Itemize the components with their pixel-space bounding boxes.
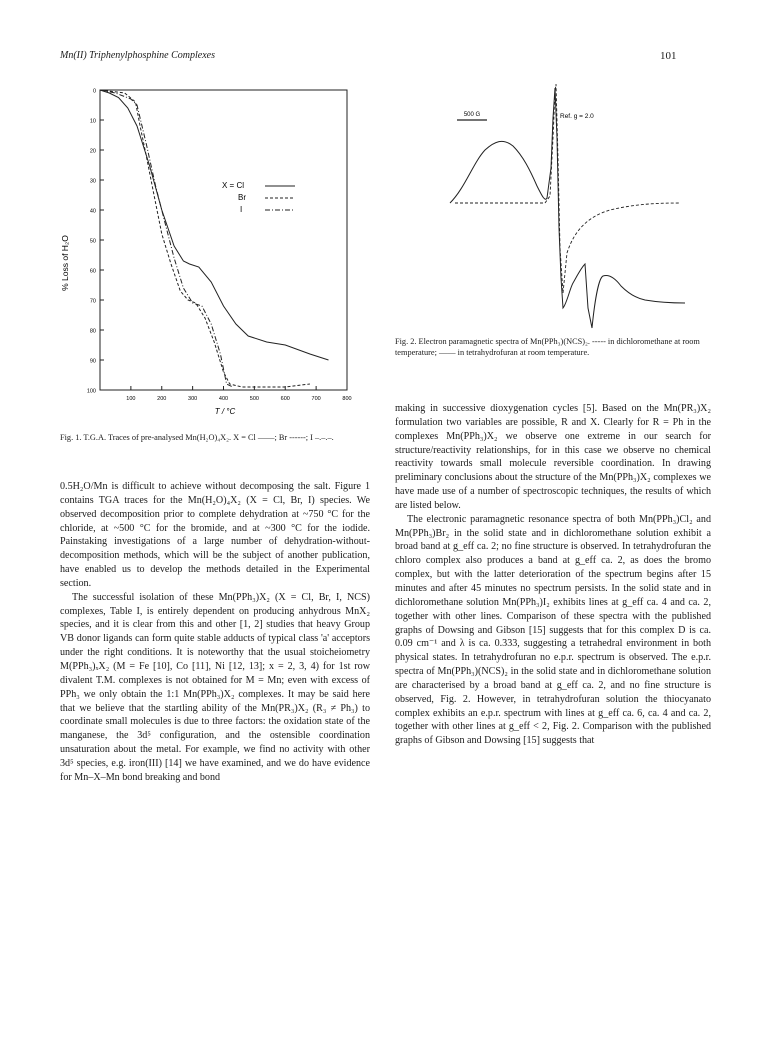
tga-series-line — [100, 90, 310, 387]
epr-spectrum-figure — [395, 78, 715, 378]
page-number: 101 — [660, 50, 677, 62]
y-tick-label: 60 — [89, 268, 96, 275]
tga-xlabel: T / °C — [214, 407, 236, 416]
y-tick-label: 20 — [89, 148, 96, 155]
plot-frame — [100, 90, 347, 390]
y-tick-label: 10 — [89, 118, 96, 125]
x-tick-label: 500 — [249, 396, 259, 402]
tga-legend — [222, 181, 295, 214]
reference-label: Ref. g = 2.0 — [560, 113, 594, 120]
figure1-caption: Fig. 1. T.G.A. Traces of pre-analysed Mn(H₂O)₄X₂. X = Cl ——; Br ------; I –.–.–. — [60, 433, 334, 442]
y-tick-label: 70 — [89, 298, 96, 305]
tga-ylabel: % Loss of H₂O — [60, 235, 70, 291]
paragraph: The electronic paramagnetic resonance spectra of both Mn(PPh₃)Cl₂ and Mn(PPh₃)Br₂ in the solid state and in dichloromethane solution exhibit a broad band at g_eff ca. 2; no fine structure is observed. In tetrahydrofuran the chloro complex also produces a band at g_eff ca. 2, as does the bromo complex, but with the latter deterioration of the spectrum begins after 15 minutes and after 45 minutes no spectrum persists. In the solid state and in dichloromethane solution Mn(PPh₃)I₂ exhibits lines at g_eff ca. 4 and ca. 2, together with other lines. Comparison of these spectra with the published graphs of Dowsing and Gibson [15] suggests that for this complex D is ca. 0.09 cm⁻¹ and λ is ca. 0.333, suggesting a tetrahedral environment in both physical states. In tetrahydrofuran no e.p.r. spectrum is observed. The e.p.r. spectra of Mn(PPh₃)(NCS)₂ in the solid state and in dichloromethane solution are characterised by a broad band at g_eff ca. 2, and no fine structure is observed, Fig. 2. However, in tetrahydrofuran solution the thiocyanato complex exhibits an e.p.r. spectrum with lines at g_eff ca. 6, ca. 4 and ca. 2, together with other lines at g_eff < 2, Fig. 2. Comparison with the published graphs of Gibson and Dowsing [15] suggests that — [395, 513, 711, 747]
y-tick-label: 40 — [89, 208, 96, 215]
paragraph: 0.5H₂O/Mn is difficult to achieve without decomposing the salt. Figure 1 contains TGA traces for the Mn(H₂O)₄X₂ (X = Cl, Br, I) species. We observed decomposition prior to complete dehydration at ~750 °C for the chloride, at ~500 °C for the bromide, and at ~300 °C for the iodide. Painstaking investigations of a large number of dehydration-without-decomposition methods, which will be the subject of another publication, have enabled us to develop the methods detailed in the Experimental section. — [60, 481, 370, 589]
scale-bar-label: 500 G — [463, 112, 481, 118]
right-text-column — [395, 402, 711, 748]
legend-label-cl: X = Cl — [222, 181, 245, 190]
paragraph: making in successive dioxygenation cycles [5]. Based on the Mn(PR₃)X₂ formulation two variables are possible, R and X. Clearly for R = Ph in the complexes Mn(PPh₃)X₂ we observe one extreme in our search for structure/reactivity relationships, for in this case we observe no chemical reactivity towards small molecule reversible coordination. In drawing preliminary conclusions about the structure of the Mn(PPh₃)X₂ complexes we have made use of a number of spectroscopic techniques, the results of which are listed below. — [395, 403, 711, 511]
x-tick-label: 700 — [311, 396, 321, 402]
x-tick-label: 600 — [280, 396, 290, 402]
y-tick-label: 50 — [89, 238, 96, 245]
tga-series-line — [100, 90, 233, 387]
x-tick-label: 800 — [342, 396, 352, 402]
running-title: Mn(II) Triphenylphosphine Complexes — [60, 50, 215, 61]
legend-label-i: I — [240, 205, 243, 214]
y-tick-label: 100 — [86, 388, 96, 395]
y-tick-label: 0 — [92, 88, 96, 95]
tga-series — [100, 90, 329, 387]
y-tick-label: 30 — [89, 178, 96, 185]
x-tick-label: 100 — [126, 396, 136, 402]
y-tick-label: 80 — [89, 328, 96, 335]
thf-spectrum-solid — [450, 88, 685, 328]
y-tick-label: 90 — [89, 358, 96, 365]
figure2-caption: Fig. 2. Electron paramagnetic spectra of Mn(PPh₃)(NCS)₂. ----- in dichloromethane at room temperature; —— in tetrahydrofuran at room temperature. — [395, 337, 700, 357]
left-text-column — [60, 480, 370, 785]
legend-label-br: Br — [238, 193, 246, 202]
x-tick-label: 200 — [157, 396, 167, 402]
tga-series-line — [100, 90, 329, 360]
paragraph: The successful isolation of these Mn(PPh₃)X₂ (X = Cl, Br, I, NCS) complexes, Table I, is entirely dependent on producing anhydrous MnX₂ species, and it is clear from this and other [1, 2] studies that heavy Group VB donor ligands can form quite stable adducts of typical class 'a' acceptors under the right conditions. It is noteworthy that the usual stoicheiometry M(PPh₃)ₓX₂ (M = Fe [10], Co [11], Ni [12, 13]; x = 2, 3, 4) for 1st row divalent T.M. complexes is not obtained for M = Mn; even with excess of PPh₃ we only obtain the 1:1 Mn(PPh₃)X₂ complexes. It may be said here that we believe that the startling ability of the Mn(PR₃)X₂ (R₃ ≠ Ph₃) to coordinate small molecules is due to three factors: the oxidation state of the manganese, the 3d⁵ configuration, and the ostensible coordination unsaturation about the metal. For example, we find no activity with other 3d⁵ species, e.g. iron(III) [14] we have examined, and we do have evidence for Mn–X–Mn bond breaking and bond — [60, 591, 370, 783]
x-tick-label: 400 — [218, 396, 229, 402]
x-tick-label: 300 — [188, 396, 198, 402]
tga-chart — [60, 78, 360, 428]
